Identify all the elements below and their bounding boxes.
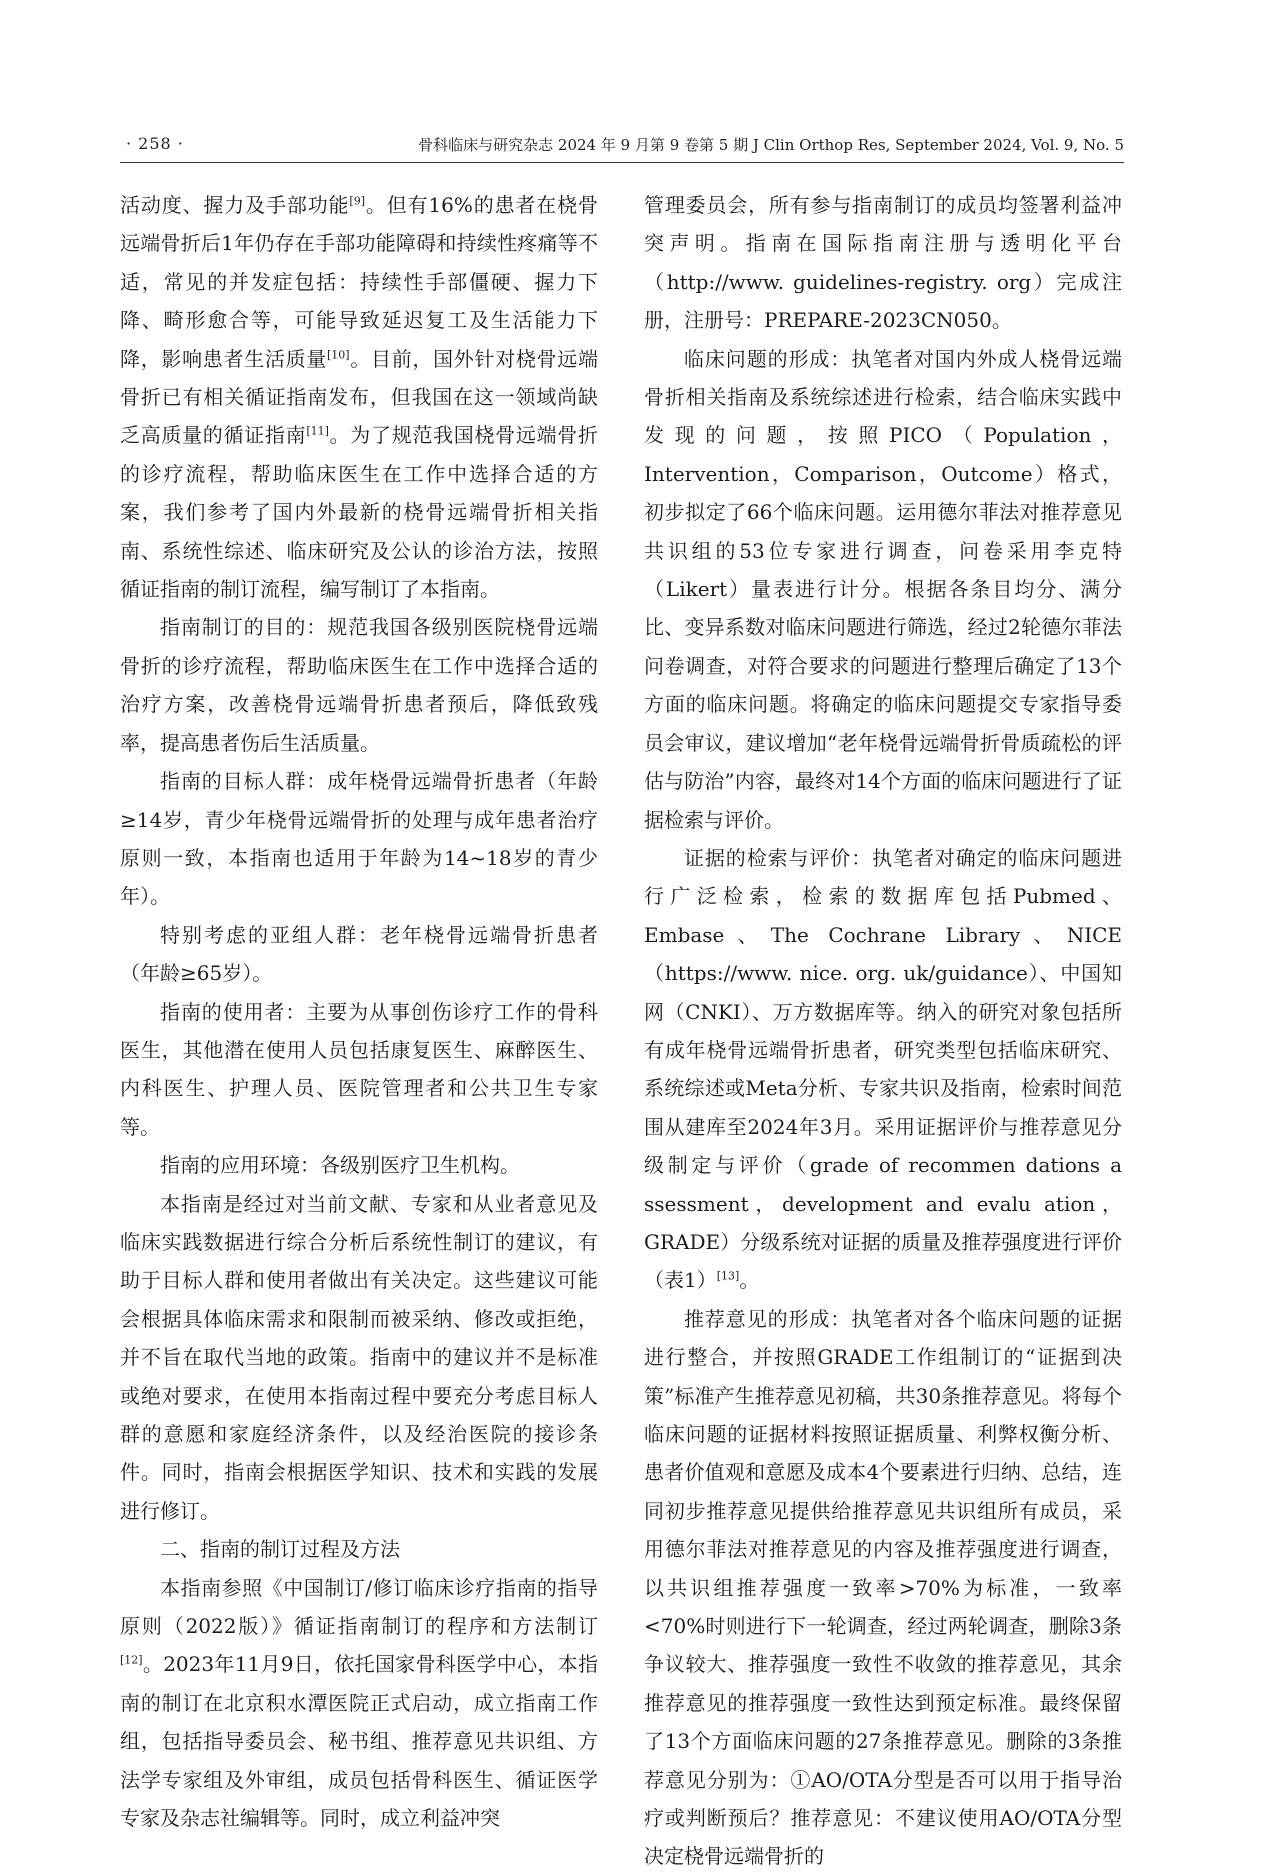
journal-citation: 骨科临床与研究杂志 2024 年 9 月第 9 卷第 5 期 J Clin Orthop Res, September 2024, Vol. 9, No. 5 [418, 136, 1124, 154]
paragraph: 本指南是经过对当前文献、专家和从业者意见及临床实践数据进行综合分析后系统性制订的建议，有助于目标人群和使用者做出有关决定。这些建议可能会根据具体临床需求和限制而被采纳、修改或拒绝，并不旨在取代当地的政策。指南中的建议并不是标准或绝对要求，在使用本指南过程中要充分考虑目标人群的意愿和家庭经济条件，以及经治医院的接诊条件。同时，指南会根据医学知识、技术和实践的发展进行修订。 [120, 1191, 598, 1523]
paragraph: 本指南参照《中国制订/修订临床诊疗指南的指导原则（2022版）》循证指南制订的程序和方法制订[12]。2023年11月9日，依托国家骨科医学中心，本指南的制订在北京积水潭医院正式启动，成立指南工作组，包括指导委员会、秘书组、推荐意见共识组、方法学专家组及外审组，成员包括骨科医生、循证医学专家及杂志社编辑等。同时，成立利益冲突 [120, 1575, 598, 1831]
paragraph: 指南的使用者：主要为从事创伤诊疗工作的骨科医生，其他潜在使用人员包括康复医生、麻醉医生、内科医生、护理人员、医院管理者和公共卫生专家等。 [120, 999, 598, 1139]
paragraph: 推荐意见的形成：执笔者对各个临床问题的证据进行整合，并按照GRADE工作组制订的“证据到决策”标准产生推荐意见初稿，共30条推荐意见。将每个临床问题的证据材料按照证据质量、利弊权衡分析、患者价值观和意愿及成本4个要素进行归纳、总结，连同初步推荐意见提供给推荐意见共识组所有成员，采用德尔菲法对推荐意见的内容及推荐强度进行调查，以共识组推荐强度一致率>70%为标准，一致率<70%时则进行下一轮调查，经过两轮调查，删除3条争议较大、推荐强度一致性不收敛的推荐意见，其余推荐意见的推荐强度一致性达到预定标准。最终保留了13个方面临床问题的27条推荐意见。删除的3条推荐意见分别为：①AO/OTA分型是否可以用于指导治疗或判断预后？推荐意见：不建议使用AO/OTA分型决定桡骨远端骨折的 [644, 1306, 1122, 1869]
paragraph: 临床问题的形成：执笔者对国内外成人桡骨远端骨折相关指南及系统综述进行检索，结合临床实践中发现的问题，按照PICO（Population，Intervention，Comparison，Outcome）格式，初步拟定了66个临床问题。运用德尔菲法对推荐意见共识组的53位专家进行调查，问卷采用李克特（Likert）量表进行计分。根据各条目均分、满分比、变异系数对临床问题进行筛选，经过2轮德尔菲法问卷调查，对符合要求的问题进行整理后确定了13个方面的临床问题。将确定的临床问题提交专家指导委员会审议，建议增加“老年桡骨远端骨折骨质疏松的评估与防治”内容，最终对14个方面的临床问题进行了证据检索与评价。 [644, 346, 1122, 832]
paragraph: 证据的检索与评价：执笔者对确定的临床问题进行广泛检索，检索的数据库包括Pubmed、Embase、The Cochrane Library、NICE（https://www. nice. org. uk/guidance）、中国知网（CNKI）、万方数据库等。纳入的研究对象包括所有成年桡骨远端骨折患者，研究类型包括临床研究、系统综述或Meta分析、专家共识及指南，检索时间范围从建库至2024年3月。采用证据评价与推荐意见分级制定与评价（grade of recommen dations a ssessment，development and evalu ation，GRADE）分级系统对证据的质量及推荐强度进行评价（表1）[13]。 [644, 845, 1122, 1293]
citation: [9] [349, 194, 365, 208]
section-heading: 二、指南的制订过程及方法 [160, 1537, 400, 1562]
page-number: · 258 · [126, 134, 184, 153]
paragraph: 指南的目标人群：成年桡骨远端骨折患者（年龄≥14岁，青少年桡骨远端骨折的处理与成年患者治疗原则一致，本指南也适用于年龄为14~18岁的青少年）。 [120, 769, 598, 909]
right-column [644, 186, 1122, 1876]
page-header [0, 0, 1276, 160]
paragraph: 活动度、握力及手部功能[9]。但有16%的患者在桡骨远端骨折后1年仍存在手部功能障碍和持续性疼痛等不适，常见的并发症包括：持续性手部僵硬、握力下降、畸形愈合等，可能导致延迟复工及生活能力下降，影响患者生活质量[10]。目前，国外针对桡骨远端骨折已有相关循证指南发布，但我国在这一领域尚缺乏高质量的循证指南[11]。为了规范我国桡骨远端骨折的诊疗流程，帮助临床医生在工作中选择合适的方案，我们参考了国内外最新的桡骨远端骨折相关指南、系统性综述、临床研究及公认的诊治方法，按照循证指南的制订流程，编写制订了本指南。 [120, 193, 599, 602]
paragraph: 指南制订的目的：规范我国各级别医院桡骨远端骨折的诊疗流程，帮助临床医生在工作中选择合适的治疗方案，改善桡骨远端骨折患者预后，降低致残率，提高患者伤后生活质量。 [120, 615, 598, 755]
paragraph: 管理委员会，所有参与指南制订的成员均签署利益冲突声明。指南在国际指南注册与透明化平台（http://www. guidelines-registry. org）完成注册，注册号：PREPARE-2023CN050。 [644, 193, 1122, 333]
paragraph: 特别考虑的亚组人群：老年桡骨远端骨折患者（年龄≥65岁）。 [120, 922, 598, 986]
citation: [11] [306, 424, 329, 438]
citation: [10] [327, 347, 350, 361]
left-column [120, 186, 598, 1837]
citation: [12] [120, 1653, 143, 1667]
citation: [13] [716, 1269, 740, 1283]
paragraph: 指南的应用环境：各级别医疗卫生机构。 [160, 1153, 520, 1178]
header-rule [120, 162, 1124, 163]
